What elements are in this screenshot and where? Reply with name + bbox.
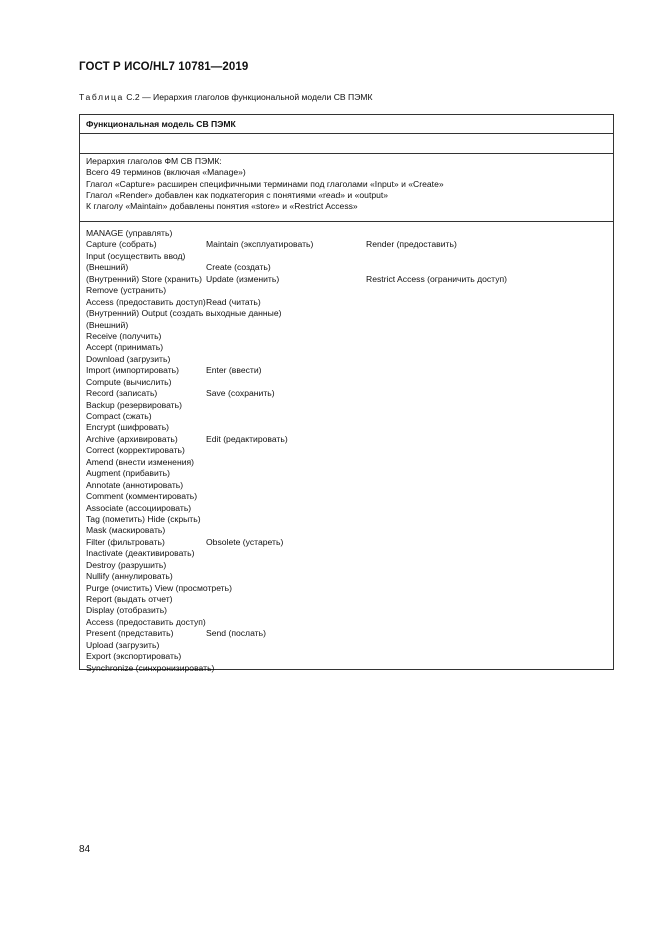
hierarchy-line: [86, 400, 613, 411]
hierarchy-line: [86, 308, 613, 319]
hierarchy-line: [86, 228, 613, 239]
hierarchy-line: [86, 388, 613, 399]
verb-term: Send (послать): [206, 628, 266, 639]
verb-term: Purge (очистить) View (просмотреть): [86, 582, 232, 593]
verb-term: Accept (принимать): [86, 342, 164, 353]
verb-term: Update (изменить): [206, 273, 280, 284]
intro-line: К глаголу «Maintain» добавлены понятия «store» и «Restrict Access»: [86, 201, 358, 212]
verb-term: Tag (пометить) Hide (скрыть): [86, 513, 201, 524]
table-caption: [79, 92, 373, 102]
verb-term: Filter (фильтровать): [86, 536, 165, 547]
verb-term: (Внутренний) Output (создать выходные данные): [86, 308, 282, 319]
verb-term: Correct (корректировать): [86, 445, 185, 456]
verb-term: Access (предоставить доступ): [86, 616, 206, 627]
verb-term: Inactivate (деактивировать): [86, 548, 195, 559]
intro-line: Всего 49 терминов (включая «Manage»): [86, 167, 246, 178]
verb-term: Mask (маскировать): [86, 525, 166, 536]
verb-term: Amend (внести изменения): [86, 456, 195, 467]
hierarchy-line: [86, 422, 613, 433]
verb-term: Compact (сжать): [86, 411, 152, 421]
hierarchy-line: [86, 251, 613, 262]
hierarchy-line: [86, 365, 613, 376]
verb-term: Access (предоставить доступ): [86, 296, 206, 307]
page-number: 84: [79, 844, 91, 855]
hierarchy-line: [86, 548, 613, 559]
verb-term: Import (импортировать): [86, 365, 179, 376]
verb-term: Comment (комментировать): [86, 491, 198, 502]
hierarchy-line: [86, 331, 613, 342]
table-heading-row: [80, 115, 613, 134]
verb-term: Encrypt (шифровать): [86, 422, 170, 433]
verb-term: Remove (устранить): [86, 285, 167, 296]
verb-term: Destroy (разрушить): [86, 559, 167, 570]
verb-hierarchy-table: [79, 114, 614, 673]
hierarchy-line: [86, 617, 613, 628]
verb-term: Create (создать): [206, 262, 271, 273]
verb-term: Capture (собрать): [86, 239, 157, 250]
verb-term: Export (экспортировать): [86, 651, 182, 662]
verb-term: MANAGE (управлять): [86, 228, 173, 238]
table-empty-row: [80, 134, 613, 154]
verb-term: Upload (загрузить): [86, 639, 160, 650]
hierarchy-line: [86, 491, 613, 502]
hierarchy-line: [86, 594, 613, 605]
document-header: ГОСТ Р ИСО/HL7 10781—2019: [79, 61, 249, 73]
hierarchy-line: [86, 457, 613, 468]
verb-hierarchy-list: [80, 222, 613, 673]
verb-term: Annotate (аннотировать): [86, 479, 184, 490]
table-caption-number: С.2: [126, 92, 140, 102]
hierarchy-line: [86, 274, 613, 285]
hierarchy-line: [86, 342, 613, 353]
verb-term: Present (представить): [86, 628, 174, 639]
hierarchy-line: [86, 468, 613, 479]
verb-term: Nullify (аннулировать): [86, 571, 173, 582]
hierarchy-line: [86, 262, 613, 273]
verb-term: (Внутренний) Store (хранить): [86, 273, 202, 284]
verb-term: Backup (резервировать): [86, 399, 182, 410]
intro-line: Иерархия глаголов ФМ СВ ПЭМК:: [86, 156, 222, 166]
verb-term: Receive (получить): [86, 330, 162, 341]
hierarchy-line: [86, 583, 613, 594]
verb-term: Record (записать): [86, 388, 158, 399]
hierarchy-line: [86, 445, 613, 456]
table-caption-label: Таблица: [79, 92, 124, 102]
verb-term: Maintain (эксплуатировать): [206, 239, 314, 250]
hierarchy-line: [86, 651, 613, 662]
hierarchy-line: [86, 628, 613, 639]
verb-term: Save (сохранить): [206, 388, 275, 399]
hierarchy-line: [86, 605, 613, 616]
verb-term: Restrict Access (ограничить доступ): [366, 273, 508, 284]
verb-term: Report (выдать отчет): [86, 594, 173, 604]
hierarchy-line: [86, 525, 613, 536]
verb-term: Enter (ввести): [206, 365, 262, 376]
hierarchy-line: [86, 297, 613, 308]
hierarchy-line: [86, 571, 613, 582]
hierarchy-line: [86, 560, 613, 571]
hierarchy-line: [86, 320, 613, 331]
hierarchy-line: [86, 480, 613, 491]
hierarchy-line: [86, 354, 613, 365]
table-intro-row: [80, 154, 613, 222]
verb-term: Compute (вычислить): [86, 376, 172, 387]
verb-term: Synchronize (синхронизировать): [86, 662, 215, 673]
intro-line: Глагол «Capture» расширен специфичными терминами под глаголами «Input» и «Create»: [86, 178, 444, 189]
hierarchy-line: [86, 377, 613, 388]
verb-term: Render (предоставить): [366, 239, 457, 250]
hierarchy-line: [86, 434, 613, 445]
verb-term: Input (осуществить ввод): [86, 250, 186, 261]
verb-term: Display (отобразить): [86, 605, 168, 616]
verb-term: Augment (прибавить): [86, 468, 171, 479]
verb-term: Download (загрузить): [86, 353, 171, 364]
verb-term: Archive (архивировать): [86, 433, 178, 444]
hierarchy-line: [86, 411, 613, 422]
verb-term: Edit (редактировать): [206, 433, 288, 444]
verb-term: (Внешний): [86, 319, 129, 330]
table-caption-title: — Иерархия глаголов функциональной модели СВ ПЭМК: [142, 92, 373, 102]
hierarchy-line: [86, 663, 613, 674]
verb-term: (Внешний): [86, 262, 129, 273]
hierarchy-line: [86, 503, 613, 514]
hierarchy-line: [86, 514, 613, 525]
verb-term: Read (читать): [206, 296, 261, 307]
hierarchy-line: [86, 640, 613, 651]
hierarchy-line: [86, 285, 613, 296]
verb-term: Associate (ассоциировать): [86, 502, 192, 513]
hierarchy-line: [86, 537, 613, 548]
hierarchy-line: [86, 239, 613, 250]
verb-term: Obsolete (устареть): [206, 536, 284, 547]
intro-line: Глагол «Render» добавлен как подкатегория с понятиями «read» и «output»: [86, 189, 389, 200]
table-heading: Функциональная модель СВ ПЭМК: [86, 119, 236, 129]
